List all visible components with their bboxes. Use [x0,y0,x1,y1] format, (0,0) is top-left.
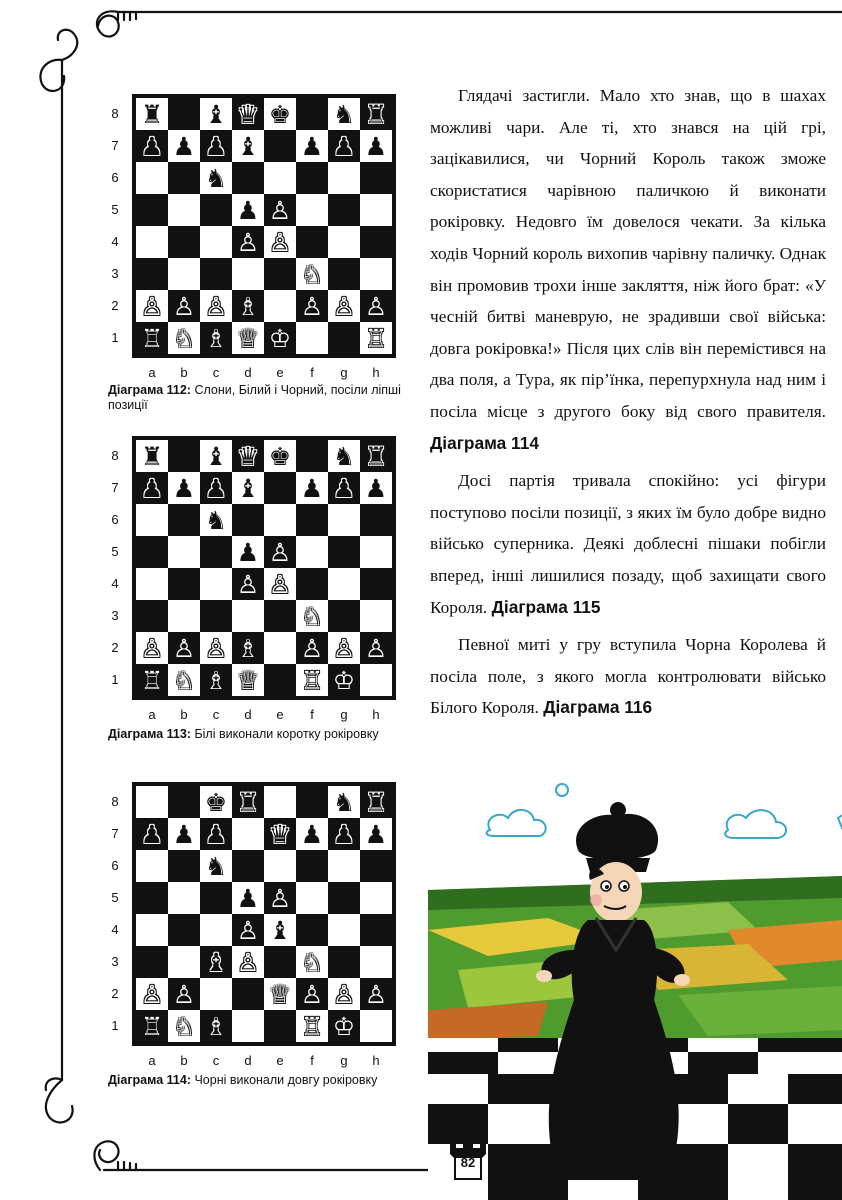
board-square [264,472,296,504]
board-square [360,664,392,696]
board-square [232,504,264,536]
rank-labels [108,786,122,1042]
black-rook-icon: ♜ [140,99,164,129]
board-square [328,194,360,226]
board-square [168,568,200,600]
board-square [264,162,296,194]
board-square [136,568,168,600]
chessboard [132,436,396,700]
board-square [232,850,264,882]
black-queen-illustration [428,780,842,1200]
black-pawn-icon: ♟ [236,883,260,913]
board-square [328,226,360,258]
white-king-icon: ♔ [332,665,356,695]
file-label: e [276,365,284,380]
file-label: h [372,1053,380,1068]
white-rook-icon: ♖ [300,665,324,695]
board-square [168,258,200,290]
file-label: a [148,1053,156,1068]
black-bishop-icon: ♝ [204,947,228,977]
paragraph-text: Досі партія тривала спокійно: усі фігури поступово посіли позиції, з яких їм було добре видно військо суперника. Деякі доблесні пішаки побігли вперед, інші лишилися позаду, щоб захищати свого Короля. [430,471,826,617]
white-pawn-icon: ♙ [268,569,292,599]
black-queen-icon: ♛ [236,441,260,471]
board-square [136,504,168,536]
white-knight-icon: ♘ [172,1011,196,1041]
board-square [264,632,296,664]
file-label: c [212,707,220,722]
board-square [232,258,264,290]
white-pawn-icon: ♙ [140,633,164,663]
diagram-113 [108,436,398,726]
board-square [168,946,200,978]
white-pawn-icon: ♙ [300,979,324,1009]
board-square [264,290,296,322]
board-square [328,882,360,914]
black-pawn-icon: ♟ [364,131,388,161]
diagram-caption [108,727,408,742]
diagram-112 [108,94,398,384]
white-pawn-icon: ♙ [236,915,260,945]
white-rook-icon: ♖ [140,1011,164,1041]
diagram-reference: Діаграма 115 [491,596,601,617]
white-pawn-icon: ♙ [236,947,260,977]
black-pawn-icon: ♟ [332,131,356,161]
rank-label: 6 [111,858,119,873]
board-square [296,440,328,472]
rank-label: 3 [111,608,119,623]
rank-label: 1 [111,330,119,345]
board-square [264,130,296,162]
board-square [328,536,360,568]
black-bishop-icon: ♝ [236,473,260,503]
caption-text: Білі виконали коротку рокіровку [194,727,379,741]
board-square [168,194,200,226]
rank-label: 8 [111,794,119,809]
white-pawn-icon: ♙ [204,291,228,321]
black-knight-icon: ♞ [204,505,228,535]
board-square [200,226,232,258]
file-label: b [180,1053,188,1068]
board-square [232,818,264,850]
white-bishop-icon: ♗ [236,291,260,321]
board-square [136,786,168,818]
rank-label: 2 [111,640,119,655]
board-square [264,504,296,536]
rank-label: 8 [111,448,119,463]
white-rook-icon: ♖ [140,665,164,695]
black-pawn-icon: ♟ [332,473,356,503]
white-pawn-icon: ♙ [268,195,292,225]
file-label: g [340,365,348,380]
white-king-icon: ♔ [268,323,292,353]
file-labels [136,365,392,381]
file-label: f [310,365,314,380]
board-square [168,162,200,194]
board-square [360,914,392,946]
white-pawn-icon: ♙ [364,291,388,321]
paragraph [430,465,826,623]
diagram-114 [108,782,398,1072]
board-square [360,258,392,290]
rank-label: 5 [111,202,119,217]
rank-label: 8 [111,106,119,121]
board-square [296,322,328,354]
board-square [296,98,328,130]
white-pawn-icon: ♙ [236,227,260,257]
white-pawn-icon: ♙ [300,633,324,663]
black-knight-icon: ♞ [204,163,228,193]
file-labels [136,707,392,723]
black-rook-icon: ♜ [140,441,164,471]
black-pawn-icon: ♟ [300,819,324,849]
board-square [360,162,392,194]
white-queen-icon: ♕ [268,979,292,1009]
board-square [328,850,360,882]
black-pawn-icon: ♟ [204,473,228,503]
white-pawn-icon: ♙ [172,633,196,663]
white-pawn-icon: ♙ [172,291,196,321]
file-label: f [310,707,314,722]
black-pawn-icon: ♟ [204,819,228,849]
white-knight-icon: ♘ [300,601,324,631]
white-knight-icon: ♘ [300,947,324,977]
white-queen-icon: ♕ [236,665,260,695]
black-pawn-icon: ♟ [172,819,196,849]
diagram-reference: Діаграма 116 [543,697,653,718]
board-square [168,440,200,472]
black-pawn-icon: ♟ [300,473,324,503]
board-square [264,786,296,818]
black-knight-icon: ♞ [332,99,356,129]
file-label: a [148,707,156,722]
white-pawn-icon: ♙ [140,979,164,1009]
white-pawn-icon: ♙ [204,633,228,663]
white-bishop-icon: ♗ [236,633,260,663]
rank-label: 1 [111,1018,119,1033]
caption-label: Діаграма 112: [108,383,191,397]
white-pawn-icon: ♙ [236,569,260,599]
board-square [136,194,168,226]
white-pawn-icon: ♙ [332,979,356,1009]
white-queen-icon: ♕ [236,323,260,353]
board-square [296,882,328,914]
caption-label: Діаграма 113: [108,727,191,741]
board-square [136,536,168,568]
board-square [296,786,328,818]
black-king-icon: ♚ [204,787,228,817]
board-square [328,162,360,194]
file-label: g [340,1053,348,1068]
rank-label: 6 [111,170,119,185]
board-square [136,914,168,946]
rank-label: 4 [111,234,119,249]
board-square [136,162,168,194]
black-pawn-icon: ♟ [364,819,388,849]
board-square [264,1010,296,1042]
chessboard [132,782,396,1046]
black-rook-icon: ♜ [364,441,388,471]
board-square [200,568,232,600]
diagram-caption [108,1073,408,1088]
white-rook-icon: ♖ [364,323,388,353]
board-square [200,882,232,914]
board-square [168,914,200,946]
rank-label: 7 [111,138,119,153]
board-square [264,600,296,632]
board-square [168,882,200,914]
black-pawn-icon: ♟ [140,819,164,849]
white-king-icon: ♔ [332,1011,356,1041]
diagram-reference: Діаграма 114 [430,432,539,453]
board-square [168,98,200,130]
board-square [264,850,296,882]
black-pawn-icon: ♟ [364,473,388,503]
caption-text: Слони, Білий і Чорний, посіли ліпші позиції [108,383,401,412]
rank-label: 4 [111,922,119,937]
white-knight-icon: ♘ [300,259,324,289]
board-square [328,568,360,600]
paragraph-text: Глядачі застигли. Мало хто знав, що в шахах можливі чари. Але ті, хто знався на цій грі, зацікавилися, чи Чорний Король також зможе скористатися чарівною паличкою й виконати рокіровку. Недовго їм довелося чекати. За кілька ходів Чорний король вихопив чарівну паличку. Однак він промовив трохи інше закляття, ніж його брат: «У чесній битві маневрую, не зрадивши свої війська: довга рокіровка!» Після цих слів він перемістився на два поля, а Тура, як пір’їнка, перепурхнула над ним і посіла місце з другого боку від свого правителя. [430,86,826,421]
caption-text: Чорні виконали довгу рокіровку [194,1073,378,1087]
file-label: g [340,707,348,722]
board-square [200,194,232,226]
board-square [264,946,296,978]
file-label: c [212,365,220,380]
black-bishop-icon: ♝ [268,915,292,945]
board-square [136,600,168,632]
file-label: e [276,1053,284,1068]
board-square [360,600,392,632]
black-rook-icon: ♜ [364,99,388,129]
black-rook-icon: ♜ [236,787,260,817]
board-square [168,504,200,536]
board-square [328,258,360,290]
black-pawn-icon: ♟ [172,473,196,503]
board-square [360,536,392,568]
rank-label: 5 [111,890,119,905]
rank-labels [108,440,122,696]
rank-label: 7 [111,826,119,841]
file-label: c [212,1053,220,1068]
board-square [232,978,264,1010]
board-square [360,882,392,914]
white-rook-icon: ♖ [300,1011,324,1041]
board-square [168,536,200,568]
file-label: a [148,365,156,380]
black-knight-icon: ♞ [204,851,228,881]
rank-label: 6 [111,512,119,527]
black-pawn-icon: ♟ [332,819,356,849]
board-square [168,786,200,818]
white-bishop-icon: ♗ [204,1011,228,1041]
board-square [168,850,200,882]
board-square [360,568,392,600]
paragraph [430,80,826,459]
board-square [360,946,392,978]
rank-label: 3 [111,954,119,969]
file-labels [136,1053,392,1069]
board-square [232,162,264,194]
paragraph [430,629,826,724]
white-pawn-icon: ♙ [268,883,292,913]
board-square [264,258,296,290]
board-square [328,322,360,354]
rank-label: 3 [111,266,119,281]
black-queen-icon: ♛ [236,99,260,129]
white-knight-icon: ♘ [172,665,196,695]
rank-label: 2 [111,298,119,313]
board-square [296,850,328,882]
black-knight-icon: ♞ [332,441,356,471]
rank-label: 4 [111,576,119,591]
board-square [168,226,200,258]
board-square [296,536,328,568]
board-square [200,536,232,568]
board-square [136,946,168,978]
board-square [264,664,296,696]
file-label: d [244,365,252,380]
black-pawn-icon: ♟ [140,473,164,503]
board-square [360,850,392,882]
white-pawn-icon: ♙ [140,291,164,321]
paragraph-text: Певної миті у гру вступила Чорна Королева й посіла поле, з якого могла контролювати військо Білого Короля. [430,635,826,718]
rank-label: 5 [111,544,119,559]
board-square [200,914,232,946]
rank-labels [108,98,122,354]
rank-label: 7 [111,480,119,495]
black-knight-icon: ♞ [332,787,356,817]
board-square [296,504,328,536]
file-label: e [276,707,284,722]
rank-label: 2 [111,986,119,1001]
black-pawn-icon: ♟ [236,195,260,225]
file-label: f [310,1053,314,1068]
file-label: h [372,707,380,722]
board-square [136,226,168,258]
black-bishop-icon: ♝ [236,131,260,161]
caption-label: Діаграма 114: [108,1073,191,1087]
board-square [296,568,328,600]
black-pawn-icon: ♟ [236,537,260,567]
board-square [296,194,328,226]
white-pawn-icon: ♙ [300,291,324,321]
board-square [360,194,392,226]
black-pawn-icon: ♟ [204,131,228,161]
board-square [296,914,328,946]
board-square [136,258,168,290]
black-king-icon: ♚ [268,99,292,129]
board-square [328,600,360,632]
board-square [296,162,328,194]
board-square [360,1010,392,1042]
white-knight-icon: ♘ [172,323,196,353]
file-label: b [180,707,188,722]
board-square [136,850,168,882]
board-square [232,600,264,632]
board-square [328,504,360,536]
white-pawn-icon: ♙ [364,633,388,663]
story-text [430,80,826,724]
board-square [168,600,200,632]
rank-label: 1 [111,672,119,687]
white-bishop-icon: ♗ [204,665,228,695]
file-label: b [180,365,188,380]
white-pawn-icon: ♙ [364,979,388,1009]
page-number: 82 [460,1155,476,1170]
board-square [360,504,392,536]
board-square [200,978,232,1010]
file-label: d [244,707,252,722]
board-square [328,914,360,946]
board-square [200,600,232,632]
file-label: h [372,365,380,380]
black-pawn-icon: ♟ [140,131,164,161]
diagram-caption [108,383,408,413]
black-pawn-icon: ♟ [172,131,196,161]
chessboard [132,94,396,358]
black-bishop-icon: ♝ [204,441,228,471]
board-square [360,226,392,258]
white-pawn-icon: ♙ [172,979,196,1009]
white-pawn-icon: ♙ [332,291,356,321]
black-king-icon: ♚ [268,441,292,471]
board-square [200,258,232,290]
black-bishop-icon: ♝ [204,99,228,129]
white-pawn-icon: ♙ [268,537,292,567]
white-bishop-icon: ♗ [204,323,228,353]
board-square [296,226,328,258]
black-rook-icon: ♜ [364,787,388,817]
file-label: d [244,1053,252,1068]
white-pawn-icon: ♙ [332,633,356,663]
board-square [136,882,168,914]
black-pawn-icon: ♟ [300,131,324,161]
board-square [328,946,360,978]
black-queen-icon: ♛ [268,819,292,849]
board-square [232,1010,264,1042]
white-pawn-icon: ♙ [268,227,292,257]
white-rook-icon: ♖ [140,323,164,353]
